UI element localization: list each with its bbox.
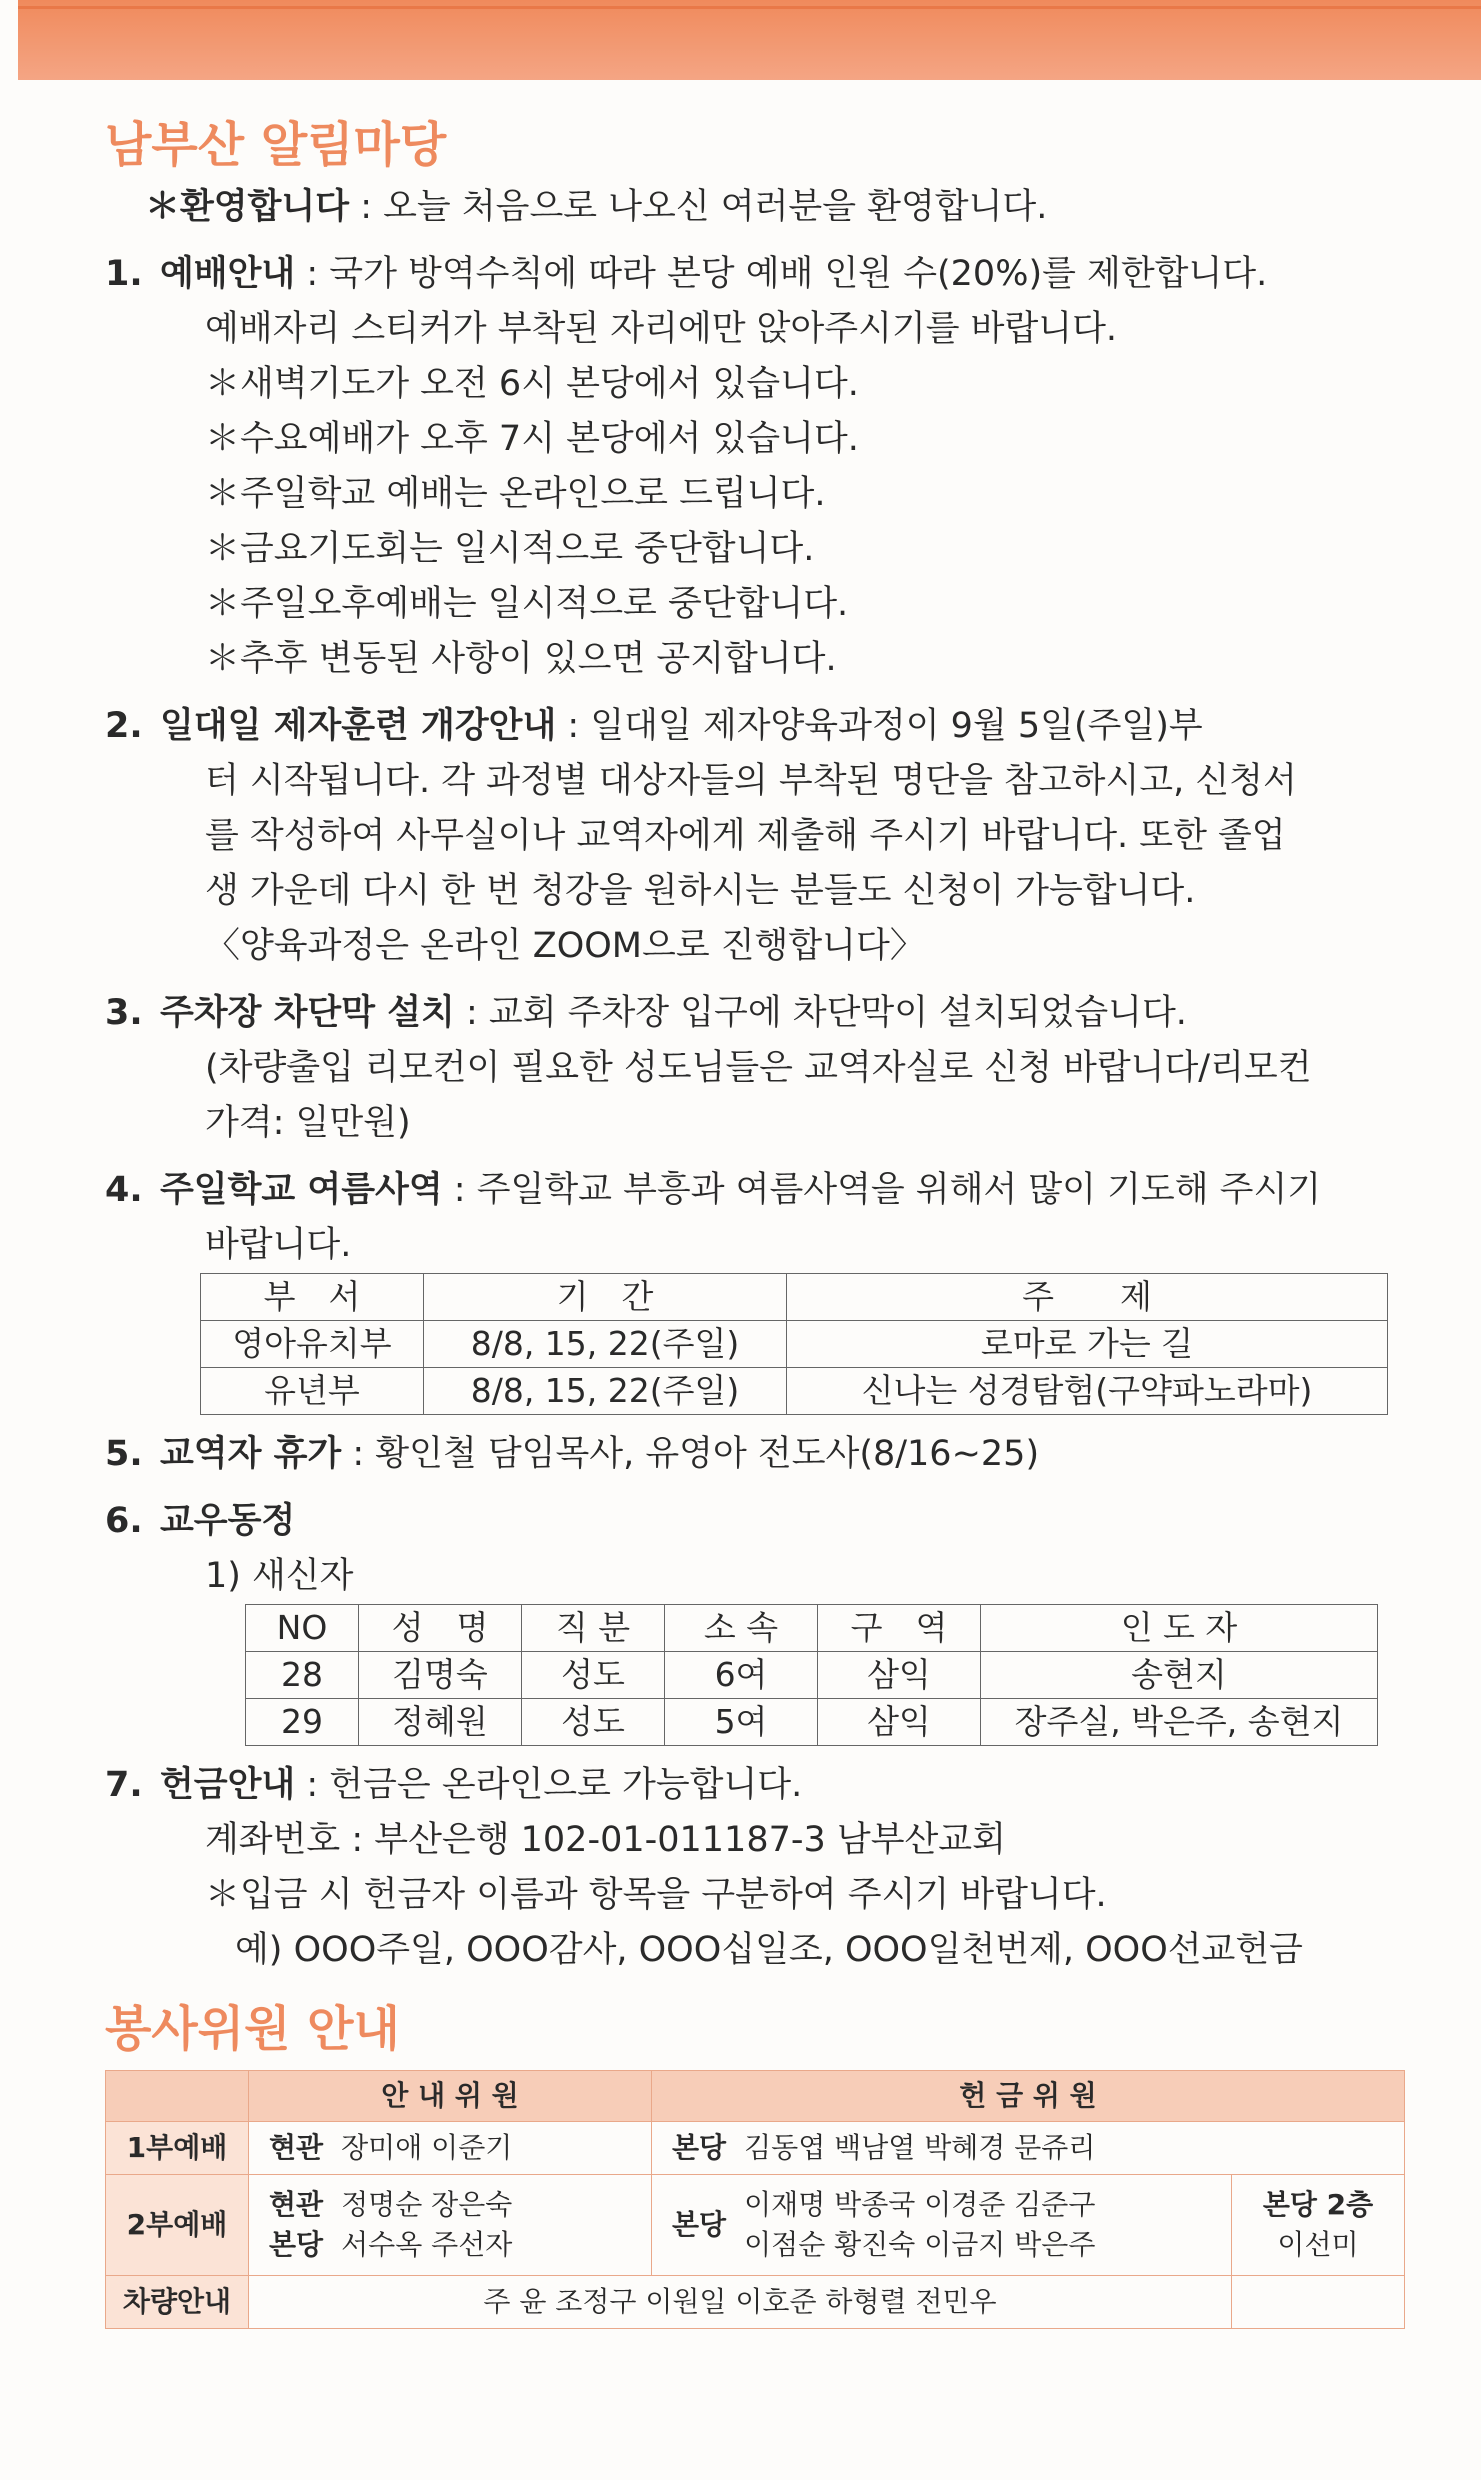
item-number: 4.: [105, 1170, 143, 1210]
names: 이선미: [1277, 2228, 1359, 2261]
guide-cell: [249, 2122, 652, 2175]
item-title: 교역자 휴가: [160, 1434, 342, 1474]
item-line: 바랍니다.: [205, 1225, 352, 1265]
table-cell: 정혜원: [359, 1699, 522, 1746]
table-cell: 삼익: [818, 1699, 981, 1746]
item-title: 교우동정: [160, 1501, 296, 1541]
table-cell: 5여: [665, 1699, 818, 1746]
table-cell: 29: [246, 1699, 359, 1746]
item-number: 1.: [105, 254, 143, 294]
item-text: : 황인철 담임목사, 유영아 전도사(8/16~25): [341, 1434, 1040, 1474]
location-label: 현관: [269, 2188, 324, 2221]
bullet-line: ＊주일오후예배는 일시적으로 중단합니다.: [205, 584, 849, 624]
bullet-line: ＊주일학교 예배는 온라인으로 드립니다.: [205, 474, 826, 514]
item-1: [105, 247, 1405, 302]
item-3: [105, 986, 1405, 1041]
table-header-cell: 부 서: [201, 1274, 424, 1321]
example-line: 예) OOO주일, OOO감사, OOO십일조, OOO일천번제, OOO선교헌금: [235, 1930, 1303, 1970]
item-line: 터 시작됩니다. 각 과정별 대상자들의 부착된 명단을 참고하시고, 신청서: [205, 761, 1297, 801]
table-row: [201, 1321, 1388, 1368]
item-line: 〈양육과정은 온라인 ZOOM으로 진행합니다〉: [205, 926, 925, 966]
item-number: 7.: [105, 1765, 143, 1805]
header-bar-line: [18, 6, 1481, 9]
page-title: 남부산 알림마당: [105, 117, 447, 173]
item-line: 예배자리 스티커가 부착된 자리에만 앉아주시기를 바랍니다.: [205, 309, 1118, 349]
driver-names: 주 윤 조정구 이원일 이호준 하형렬 전민우: [249, 2276, 1232, 2329]
item-subheading: 1) 새신자: [205, 1556, 354, 1596]
table-cell: 28: [246, 1652, 359, 1699]
item-title: 주일학교 여름사역: [160, 1170, 443, 1210]
item-title: 일대일 제자훈련 개강안내: [160, 706, 557, 746]
item-title: 헌금안내: [160, 1765, 296, 1805]
names: 정명순 장은숙: [341, 2188, 513, 2221]
table-header-cell: 구 역: [818, 1605, 981, 1652]
table-cell: 송현지: [981, 1652, 1378, 1699]
location-label: 현관: [269, 2131, 324, 2164]
welcome-line: [105, 180, 1405, 235]
row-label: 2부예배: [106, 2175, 249, 2276]
names: 이점순 황진숙 이금지 박은주: [744, 2228, 1096, 2261]
item-number: 5.: [105, 1434, 143, 1474]
location-label: 본당: [672, 2131, 727, 2164]
item-line: 가격: 일만원): [205, 1103, 411, 1143]
table-row: [201, 1368, 1388, 1415]
table-cell: 유년부: [201, 1368, 424, 1415]
item-4: [105, 1163, 1405, 1218]
guide-cell: [249, 2175, 652, 2276]
welcome-label: ＊환영합니다: [145, 187, 350, 227]
names: 서수옥 주선자: [341, 2228, 513, 2261]
guide-header: 안 내 위 원: [249, 2071, 652, 2122]
item-number: 3.: [105, 993, 143, 1033]
summer-ministry-table: [200, 1273, 1388, 1415]
item-text: : 일대일 제자양육과정이 9월 5일(주일)부: [556, 706, 1203, 746]
item-title: 주차장 차단막 설치: [160, 993, 455, 1033]
item-number: 6.: [105, 1501, 143, 1541]
item-text: : 교회 주차장 입구에 차단막이 설치되었습니다.: [454, 993, 1187, 1033]
row-label: 차량안내: [106, 2276, 249, 2329]
table-cell: 영아유치부: [201, 1321, 424, 1368]
table-row: [106, 2276, 1405, 2329]
table-row: [106, 2175, 1405, 2276]
table-cell: 로마로 가는 길: [787, 1321, 1388, 1368]
offering-cell: [652, 2175, 1232, 2276]
table-header-cell: NO: [246, 1605, 359, 1652]
item-text: : 헌금은 온라인으로 가능합니다.: [295, 1765, 803, 1805]
table-cell: 8/8, 15, 22(주일): [424, 1368, 787, 1415]
item-5: [105, 1427, 1405, 1482]
table-cell: [1232, 2276, 1405, 2329]
location-label: 본당: [269, 2228, 324, 2261]
bullet-line: ＊입금 시 헌금자 이름과 항목을 구분하여 주시기 바랍니다.: [205, 1875, 1107, 1915]
item-text: : 국가 방역수칙에 따라 본당 예배 인원 수(20%)를 제한합니다.: [295, 254, 1268, 294]
table-header-row: [106, 2071, 1405, 2122]
offering-cell: [652, 2122, 1405, 2175]
table-cell: 8/8, 15, 22(주일): [424, 1321, 787, 1368]
location-label: 본당: [672, 2208, 727, 2241]
newcomer-table: [245, 1604, 1378, 1746]
bullet-line: ＊추후 변동된 사항이 있으면 공지합니다.: [205, 639, 837, 679]
names: 장미애 이준기: [341, 2131, 513, 2164]
table-row: [246, 1652, 1378, 1699]
bullet-line: ＊수요예배가 오후 7시 본당에서 있습니다.: [205, 419, 859, 459]
volunteers-title: 봉사위원 안내: [105, 2001, 400, 2057]
header-bar: [18, 0, 1481, 80]
table-row: [246, 1699, 1378, 1746]
table-cell: 장주실, 박은주, 송현지: [981, 1699, 1378, 1746]
table-header-cell: 성 명: [359, 1605, 522, 1652]
item-text: : 주일학교 부흥과 여름사역을 위해서 많이 기도해 주시기: [442, 1170, 1322, 1210]
table-cell: 삼익: [818, 1652, 981, 1699]
account-line: 계좌번호 : 부산은행 102-01-011187-3 남부산교회: [205, 1820, 1006, 1860]
volunteers-table: [105, 2070, 1405, 2329]
item-line: 를 작성하여 사무실이나 교역자에게 제출해 주시기 바랍니다. 또한 졸업: [205, 816, 1286, 856]
table-header-cell: [106, 2071, 249, 2122]
table-header-cell: 직 분: [522, 1605, 665, 1652]
item-line: 생 가운데 다시 한 번 청강을 원하시는 분들도 신청이 가능합니다.: [205, 871, 1196, 911]
offering-header: 헌 금 위 원: [652, 2071, 1405, 2122]
table-header-cell: 기 간: [424, 1274, 787, 1321]
table-cell: 성도: [522, 1699, 665, 1746]
item-line: (차량출입 리모컨이 필요한 성도님들은 교역자실로 신청 바랍니다/리모컨: [205, 1048, 1312, 1088]
table-cell: 성도: [522, 1652, 665, 1699]
item-2: [105, 699, 1405, 754]
bullet-line: ＊새벽기도가 오전 6시 본당에서 있습니다.: [205, 364, 859, 404]
table-header-row: [201, 1274, 1388, 1321]
names: 이재명 박종국 이경준 김준구: [744, 2188, 1096, 2221]
bullet-line: ＊금요기도회는 일시적으로 중단합니다.: [205, 529, 815, 569]
names: 김동엽 백남열 박혜경 문쥬리: [744, 2131, 1096, 2164]
row-label: 1부예배: [106, 2122, 249, 2175]
welcome-text: : 오늘 처음으로 나오신 여러분을 환영합니다.: [349, 187, 1048, 227]
table-header-cell: 소 속: [665, 1605, 818, 1652]
extra-cell: [1232, 2175, 1405, 2276]
item-number: 2.: [105, 706, 143, 746]
table-header-cell: 인 도 자: [981, 1605, 1378, 1652]
bulletin-content: [105, 110, 1405, 2329]
table-header-row: [246, 1605, 1378, 1652]
item-title: 예배안내: [160, 254, 296, 294]
table-row: [106, 2122, 1405, 2175]
table-cell: 신나는 성경탐험(구약파노라마): [787, 1368, 1388, 1415]
item-7: [105, 1758, 1405, 1813]
item-6: [105, 1494, 1405, 1549]
table-cell: 6여: [665, 1652, 818, 1699]
table-header-cell: 주 제: [787, 1274, 1388, 1321]
table-cell: 김명숙: [359, 1652, 522, 1699]
location-label: 본당 2층: [1262, 2188, 1374, 2221]
